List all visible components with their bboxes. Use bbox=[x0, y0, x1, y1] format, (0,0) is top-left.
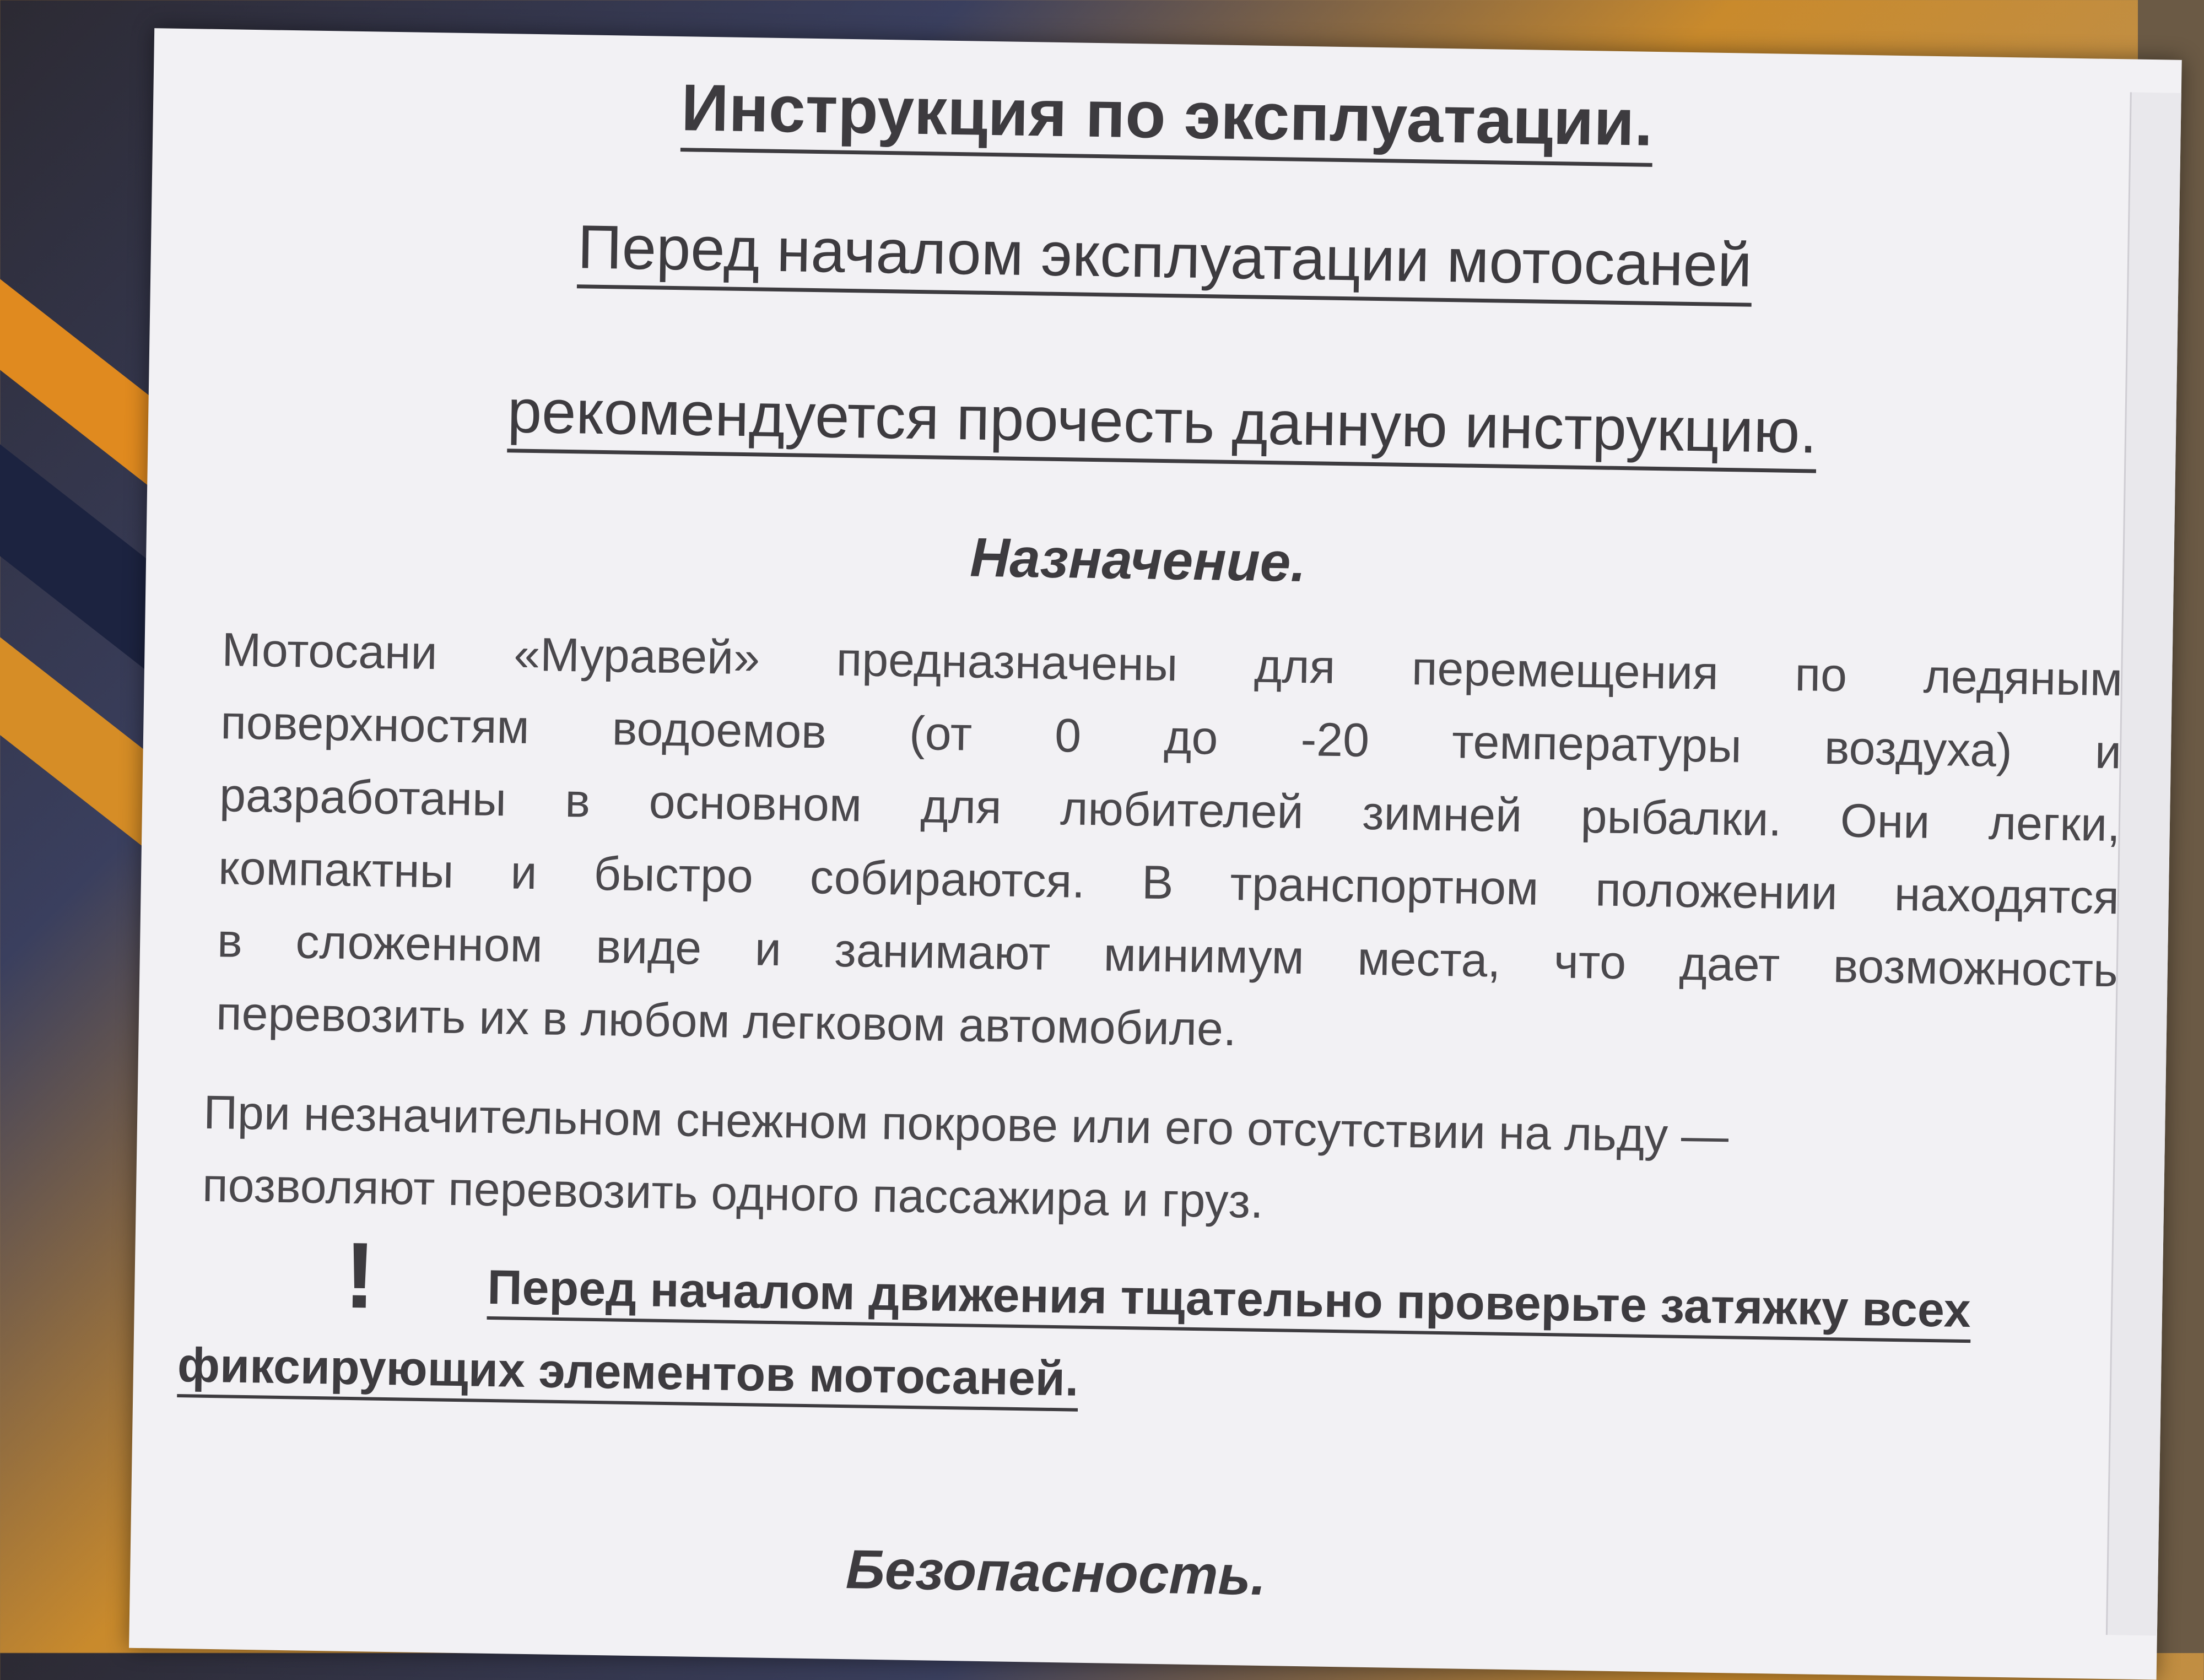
instruction-page bbox=[129, 28, 2182, 1679]
warning-line-2: фиксирующих элементов мотосаней. bbox=[177, 1324, 2106, 1436]
document-subtitle-line-2: рекомендуется прочесть данную инструкцию. bbox=[148, 370, 2176, 473]
paragraph-line: компактны и быстро собираются. В транспортном положении находятся bbox=[218, 841, 2120, 925]
paragraph-line: Мотосани «Муравей» предназначены для перемещения по ледяным bbox=[221, 623, 2123, 706]
paragraph-line: При незначительном снежном покрове или его отсутствии на льду — bbox=[203, 1085, 1729, 1163]
paragraph-line: поверхностям водоемов (от 0 до -20 температуры воздуха) и bbox=[220, 696, 2122, 779]
section-heading-safety: Безопасность. bbox=[845, 1538, 1267, 1607]
paragraph-line: перевозить их в любом легковом автомобиле. bbox=[215, 987, 1237, 1056]
warning-line-1: Перед началом движения тщательно проверьте затяжку всех bbox=[178, 1241, 2108, 1354]
section-heading-purpose: Назначение. bbox=[969, 526, 1307, 594]
exclamation-icon: ! bbox=[343, 1223, 376, 1328]
paragraph-line: позволяют перевозить одного пассажира и груз. bbox=[202, 1158, 1264, 1228]
document-title: Инструкция по эксплуатации. bbox=[153, 61, 2181, 169]
document-subtitle-line-1: Перед началом эксплуатации мотосаней bbox=[150, 204, 2179, 307]
warning-block bbox=[177, 1223, 2108, 1436]
paragraph-line: разработаны в основном для любителей зимней рыбалки. Они легки, bbox=[219, 769, 2121, 852]
purpose-paragraph-2 bbox=[202, 1076, 2105, 1251]
purpose-paragraph-1 bbox=[215, 613, 2123, 1079]
paragraph-line: в сложенном виде и занимают минимум места, что дает возможность bbox=[217, 914, 2119, 997]
